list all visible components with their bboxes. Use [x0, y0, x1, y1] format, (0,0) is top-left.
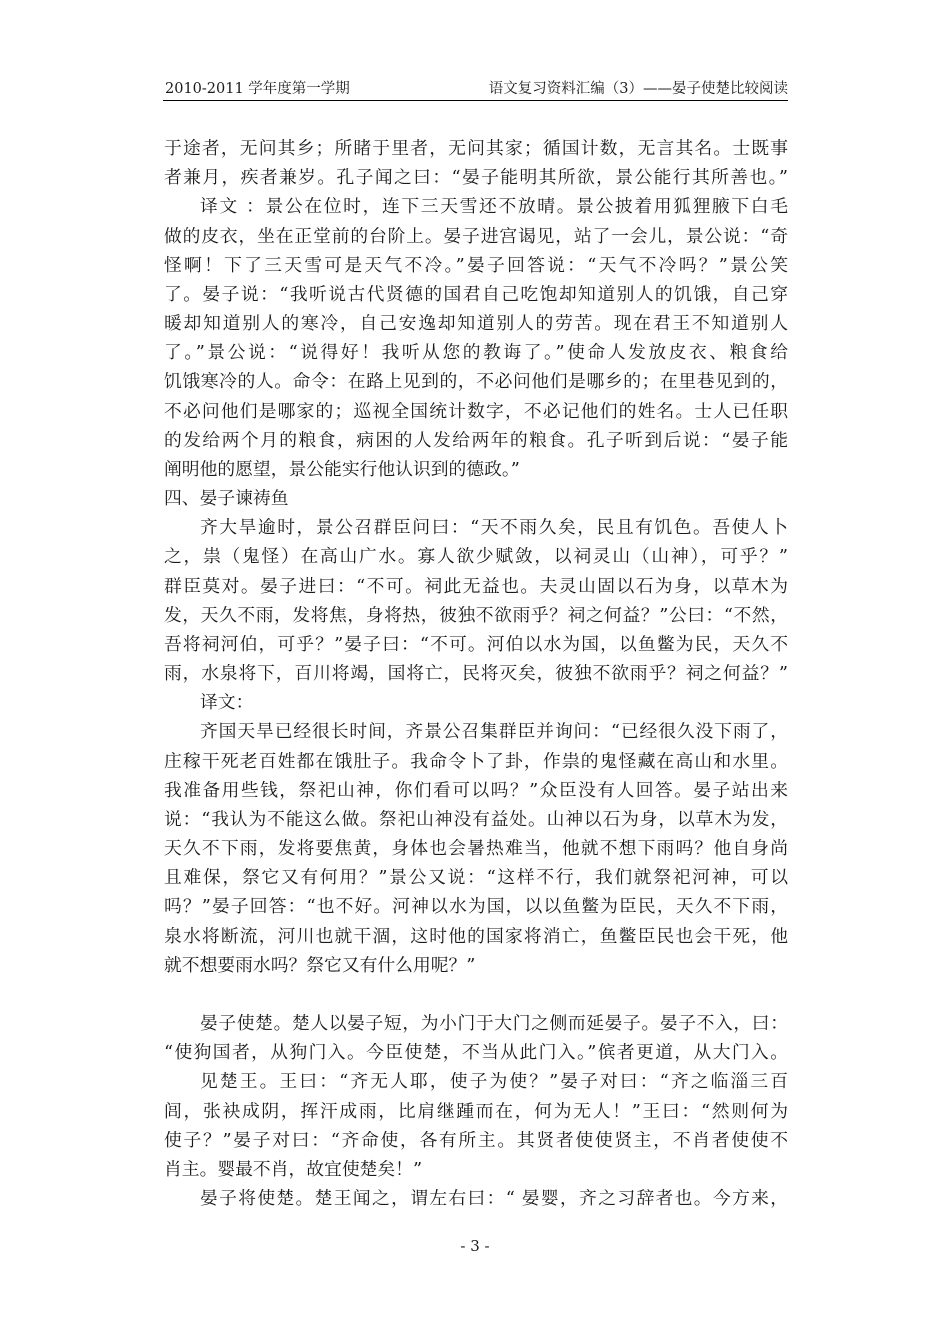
text-line: 天久不下雨，发将要焦黄，身体也会暑热难当，他就不想下雨吗？他自身尚 [164, 838, 788, 859]
translation-heading-line: 译文 ：景公在位时，连下三天雪还不放晴。景公披着用狐狸腋下白毛 [200, 196, 788, 217]
text-line: 之，祟（鬼怪）在高山广水。寡人欲少赋敛，以祠灵山（山神），可乎？” [164, 546, 788, 567]
text-line: 饥饿寒冷的人。命令：在路上见到的，不必问他们是哪乡的；在里巷见到的， [164, 371, 788, 392]
text-line: 的发给两个月的粮食，病困的人发给两年的粮食。孔子听到后说：“晏子能 [164, 430, 788, 451]
page-header [163, 78, 788, 101]
text-line: 于途者，无问其乡；所睹于里者，无问其家；循国计数，无言其名。士既事 [164, 138, 788, 159]
text-line: 怪啊！下了三天雪可是天气不冷。”晏子回答说：“天气不冷吗？”景公笑 [164, 255, 788, 276]
text-line: 不必问他们是哪家的；巡视全国统计数字，不必记他们的姓名。士人已任职 [164, 401, 788, 422]
text-line: 吗？”晏子回答：“也不好。河神以水为国，以以鱼鳖为臣民，天久不下雨， [164, 896, 788, 917]
header-semester: 2010-2011 学年度第一学期 [165, 81, 350, 97]
text-line: 闾，张袂成阴，挥汗成雨，比肩继踵而在，何为无人！”王曰：“然则何为 [164, 1101, 788, 1122]
page-number: - 3 - [460, 1237, 490, 1255]
text-line: 做的皮衣，坐在正堂前的台阶上。晏子进宫谒见，站了一会儿，景公说：“奇 [164, 226, 788, 247]
text-line: 肖主。婴最不肖，故宜使楚矣！” [164, 1159, 423, 1180]
text-line: 暖却知道别人的寒冷，自己安逸却知道别人的劳苦。现在君王不知道别人 [164, 313, 788, 334]
text-line: 见楚王。王曰：“齐无人耶，使子为使？”晏子对曰：“齐之临淄三百 [200, 1071, 788, 1092]
header-title: 语文复习资料汇编（3）——晏子使楚比较阅读 [488, 81, 788, 97]
text-line: 发，天久不雨，发将焦，身将热，彼独不欲雨乎？祠之何益？”公曰：“不然， [164, 605, 788, 626]
text-line: 晏子使楚。楚人以晏子短，为小门于大门之侧而延晏子。晏子不入，曰： [200, 1013, 788, 1034]
text-line: 者兼月，疾者兼岁。孔子闻之曰：“晏子能明其所欲，景公能行其所善也。” [164, 167, 788, 188]
text-line: 庄稼干死老百姓都在饿肚子。我命令卜了卦，作祟的鬼怪藏在高山和水里。 [164, 751, 788, 772]
text-line: 齐大旱逾时，景公召群臣问曰：“天不雨久矣，民且有饥色。吾使人卜 [200, 517, 788, 538]
text-line: 晏子将使楚。楚王闻之，谓左右曰：“ 晏婴，齐之习辞者也。今方来， [200, 1188, 788, 1209]
text-line: 就不想要雨水吗？祭它又有什么用呢？” [164, 955, 476, 976]
text-line: 且难保，祭它又有何用？”景公又说：“这样不行，我们就祭祀河神，可以 [164, 867, 788, 888]
text-line: 我准备用些钱，祭祀山神，你们看可以吗？”众臣没有人回答。晏子站出来 [164, 780, 788, 801]
text-line: 了。晏子说：“我听说古代贤德的国君自己吃饱却知道别人的饥饿，自己穿 [164, 284, 788, 305]
text-line: “使狗国者，从狗门入。今臣使楚，不当从此门入。”傧者更道，从大门入。 [164, 1042, 788, 1063]
text-line: 使子？”晏子对曰：“齐命使，各有所主。其贤者使使贤主，不肖者使使不 [164, 1130, 788, 1151]
text-line: 群臣莫对。晏子进曰：“不可。祠此无益也。夫灵山固以石为身，以草木为 [164, 576, 788, 597]
section-heading: 四、晏子谏祷鱼 [164, 488, 289, 509]
translation-heading: 译文： [200, 692, 254, 713]
text-line: 齐国天旱已经很长时间，齐景公召集群臣并询问：“已经很久没下雨了， [200, 721, 788, 742]
text-line: 雨，水泉将下，百川将竭，国将亡，民将灭矣，彼独不欲雨乎？祠之何益？” [164, 663, 788, 684]
text-line: 阐明他的愿望，景公能实行他认识到的德政。” [164, 459, 520, 480]
text-line: 泉水将断流，河川也就干涸，这时他的国家将消亡，鱼鳖臣民也会干死，他 [164, 926, 788, 947]
text-line: 吾将祠河伯，可乎？”晏子曰：“不可。河伯以水为国，以鱼鳖为民，天久不 [164, 634, 788, 655]
text-line: 了。”景公说：“说得好！我听从您的教诲了。”使命人发放皮衣、粮食给 [164, 342, 788, 363]
text-line: 说：“我认为不能这么做。祭祀山神没有益处。山神以石为身，以草木为发， [164, 809, 788, 830]
